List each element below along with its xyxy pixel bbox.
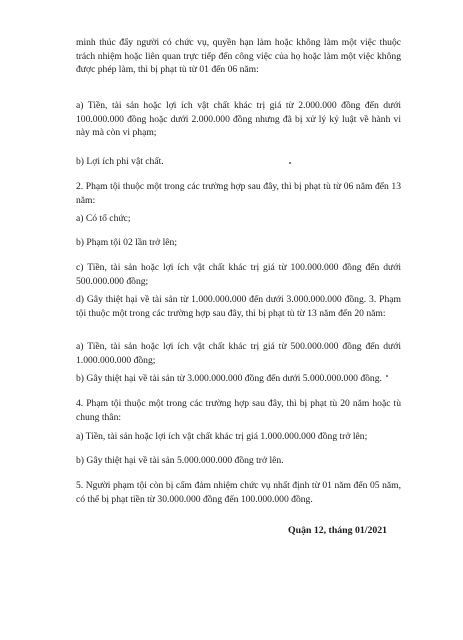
paragraph-4a: a) Tiền, tài sản hoặc lợi ích vật chất khác trị giá 1.000.000.000 đồng trở lên; bbox=[76, 431, 368, 442]
paragraph-intro: minh thúc đẩy người có chức vụ, quyền hạn làm hoặc không làm một việc thuộc trách nhiệm hoặc liên quan trực tiếp đến công việc của họ hoặc làm một việc không được phép làm, thì bị phạt tù từ 01 đến 06 năm: bbox=[76, 37, 401, 75]
paragraph-3a: a) Tiền, tài sản hoặc lợi ích vật chất khác trị giá từ 500.000.000 đồng đến dưới 1.000.000.000 đồng; bbox=[76, 341, 401, 366]
paragraph-1b: b) Lợi ích phi vật chất. bbox=[76, 156, 164, 167]
paragraph-2d-section-3: d) Gây thiệt hại về tài sản từ 1.000.000.000 đến dưới 3.000.000.000 đồng. 3. Phạm tội thuộc một trong các trường hợp sau đây, thì bị phạt tù từ 13 năm đến 20 năm: bbox=[76, 294, 401, 319]
paragraph-section-5: 5. Người phạm tội còn bị cấm đảm nhiệm chức vụ nhất định từ 01 năm đến 05 năm, có thể bị phạt tiền từ 30.000.000 đồng đến 100.000.000 đồng. bbox=[76, 480, 401, 505]
paragraph-2b: b) Phạm tội 02 lần trở lên; bbox=[76, 237, 177, 248]
paragraph-section-2: 2. Phạm tội thuộc một trong các trường hợp sau đây, thì bị phạt tù từ 06 năm đến 13 năm: bbox=[76, 181, 401, 206]
paragraph-section-4: 4. Phạm tội thuộc một trong các trường hợp sau đây, thì bị phạt tù 20 năm hoặc tù chung thân: bbox=[76, 398, 401, 423]
scan-speck bbox=[386, 375, 388, 377]
paragraph-3b: b) Gây thiệt hại về tài sản từ 3.000.000.000 đồng đến dưới 5.000.000.000 đồng. bbox=[76, 373, 382, 384]
paragraph-1a: a) Tiền, tài sản hoặc lợi ích vật chất khác trị giá từ 2.000.000 đồng đến dưới 100.000.000 đồng hoặc dưới 2.000.000 đồng nhưng đã bị xử lý kỷ luật về hành vi này mà còn vi phạm; bbox=[76, 100, 401, 138]
paragraph-4b: b) Gây thiệt hại về tài sản 5.000.000.000 đồng trở lên. bbox=[76, 455, 284, 466]
signature-place-date: Quận 12, tháng 01/2021 bbox=[288, 525, 388, 536]
scan-speck bbox=[289, 162, 291, 164]
paragraph-2a: a) Có tổ chức; bbox=[76, 213, 131, 224]
paragraph-2c: c) Tiền, tài sản hoặc lợi ích vật chất khác trị giá từ 100.000.000 đồng đến dưới 500.000.000 đồng; bbox=[76, 262, 401, 287]
